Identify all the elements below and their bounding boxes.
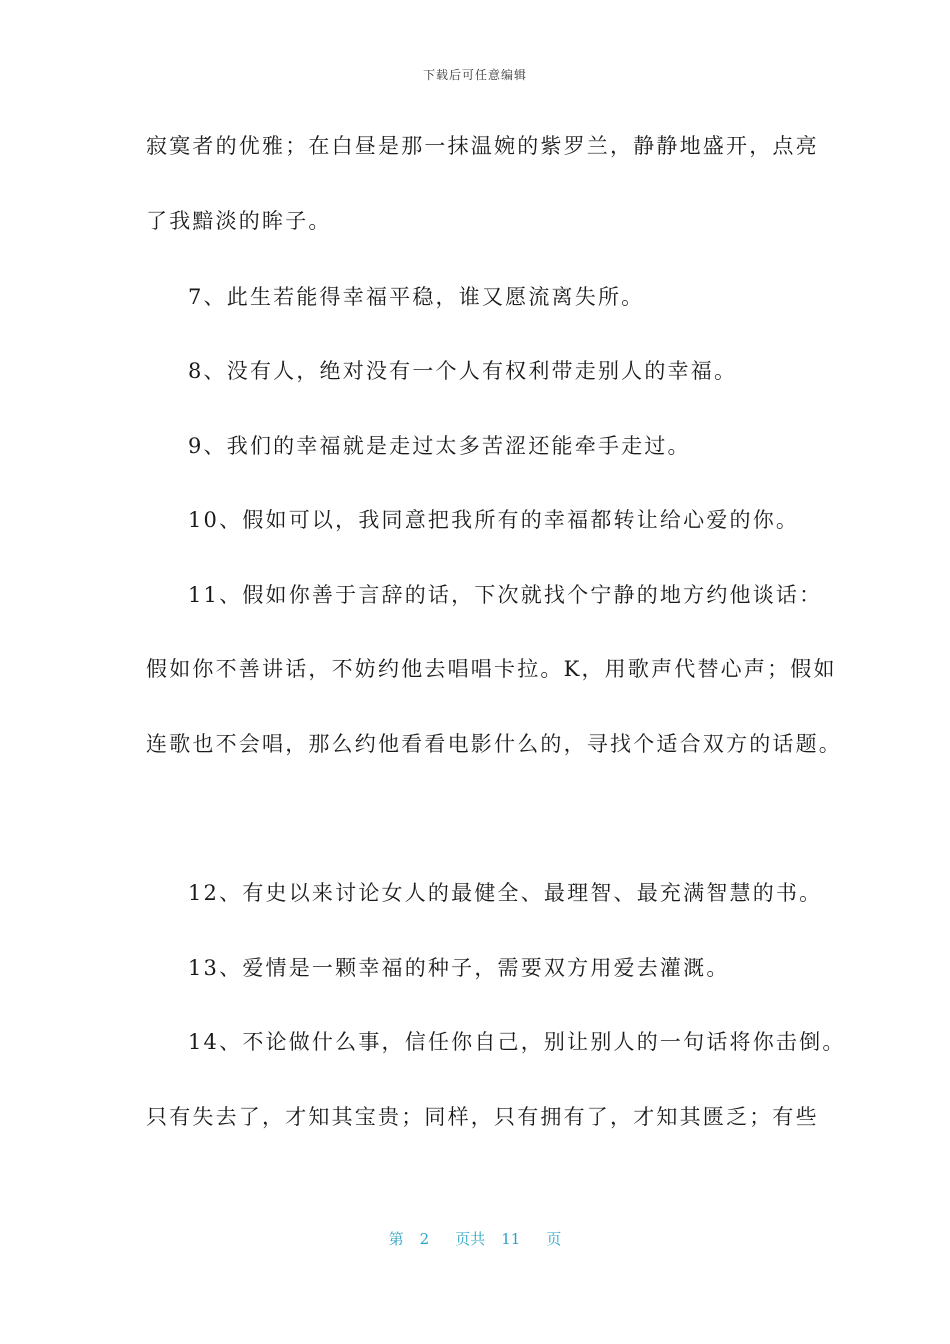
text-line: 连歌也不会唱，那么约他看看电影什么的，寻找个适合双方的话题。 — [146, 732, 842, 756]
page-mid: 页共 — [455, 1230, 486, 1248]
page-footer — [0, 1228, 950, 1249]
text-line: 9、我们的幸福就是走过太多苦涩还能牵手走过。 — [188, 434, 691, 458]
page-header: 下载后可任意编辑 — [422, 68, 527, 82]
text-line: 7、此生若能得幸福平稳，谁又愿流离失所。 — [188, 285, 645, 309]
text-line: 12、有史以来讨论女人的最健全、最理智、最充满智慧的书。 — [188, 881, 823, 905]
text-line: 11、假如你善于言辞的话，下次就找个宁静的地方约他谈话： — [188, 583, 823, 607]
text-line: 8、没有人，绝对没有一个人有权利带走别人的幸福。 — [188, 359, 738, 383]
page-prefix: 第 — [388, 1230, 404, 1248]
total-pages: 11 — [501, 1230, 521, 1248]
text-line: 13、爱情是一颗幸福的种子，需要双方用爱去灌溉。 — [188, 956, 730, 980]
text-line: 假如你不善讲话，不妨约他去唱唱卡拉。K，用歌声代替心声；假如 — [146, 657, 837, 681]
page-number: 2 — [419, 1230, 430, 1248]
text-line: 10、假如可以，我同意把我所有的幸福都转让给心爱的你。 — [188, 508, 800, 532]
text-line: 14、不论做什么事，信任你自己，别让别人的一句话将你击倒。 — [188, 1030, 846, 1054]
page-suffix: 页 — [546, 1230, 562, 1248]
text-line: 了我黯淡的眸子。 — [146, 209, 332, 233]
text-line: 寂寞者的优雅；在白昼是那一抹温婉的紫罗兰，静静地盛开，点亮 — [146, 134, 819, 158]
text-line: 只有失去了，才知其宝贵；同样，只有拥有了，才知其匮乏；有些 — [146, 1105, 819, 1129]
